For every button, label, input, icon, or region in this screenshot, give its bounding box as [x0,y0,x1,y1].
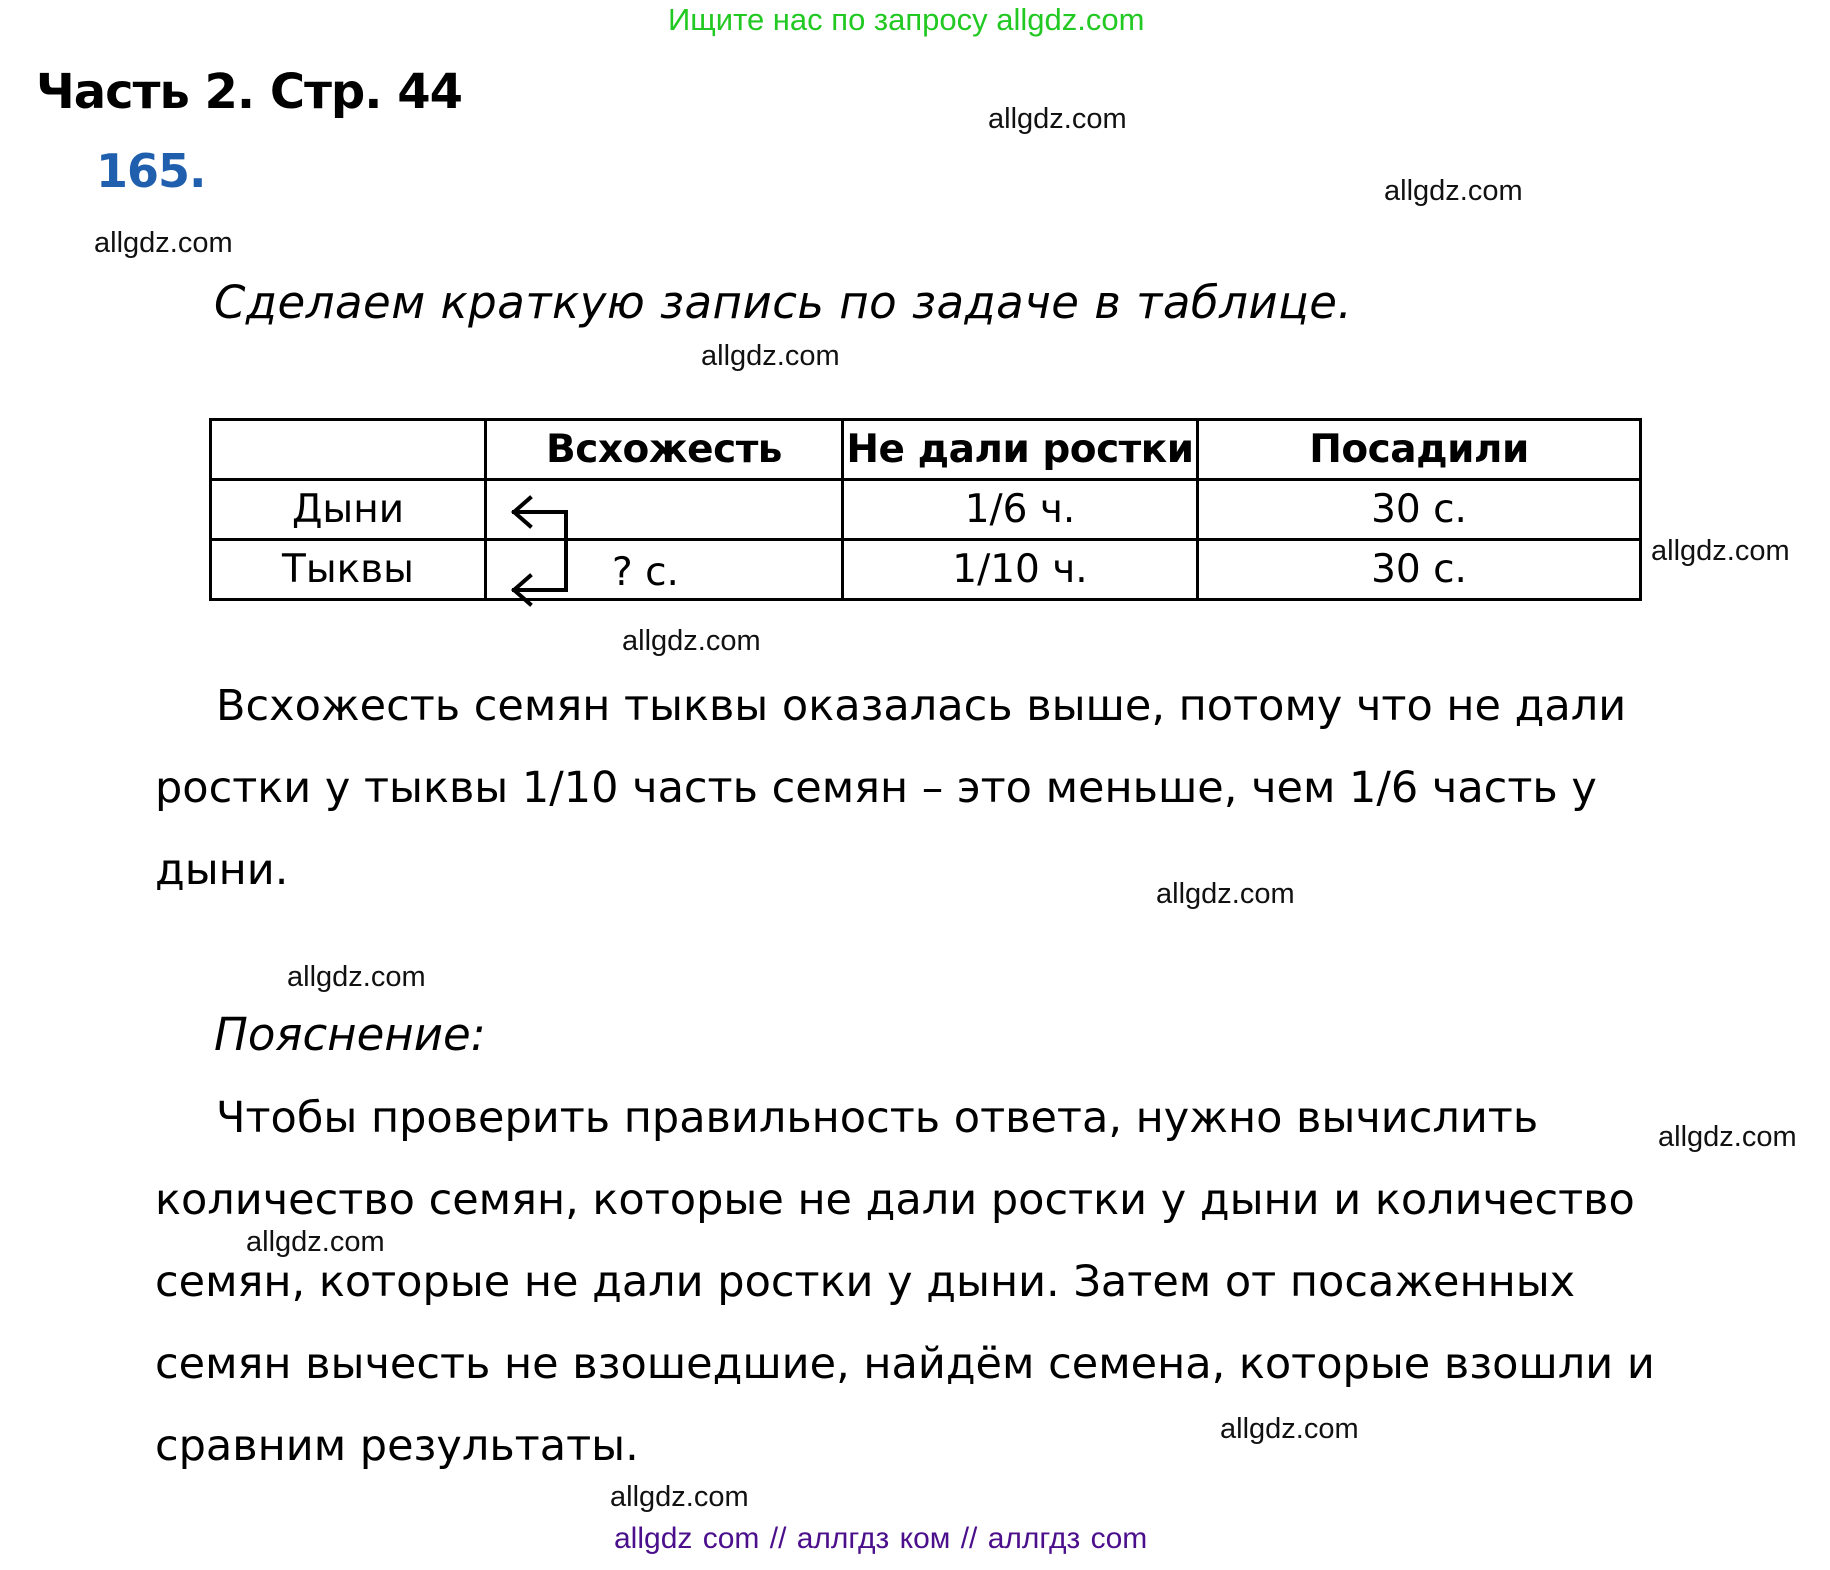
explanation-line: семян, которые не дали ростки у дыни. Затем от посаженных [155,1257,1576,1307]
table-header-row [211,420,1641,480]
summary-table [209,418,1642,601]
bracket-arrow-left-icon [500,492,580,612]
watermark: allgdz.com [988,103,1127,135]
explanation-line: количество семян, которые не дали ростки у дыни и количество [155,1175,1635,1225]
explanation-title: Пояснение: [214,1008,486,1061]
explanation-line: семян вычесть не взошедшие, найдём семена, которые взошли и [155,1339,1655,1389]
not-sprouted-cell: 1/10 ч. [843,540,1198,600]
question-value: ? с. [612,550,679,595]
watermark: allgdz.com [610,1481,749,1513]
answer-line: дыни. [155,845,289,895]
answer-line: Всхожесть семян тыквы оказалась выше, потому что не дали [216,681,1627,731]
task-number: 165. [96,144,206,198]
intro-heading: Сделаем краткую запись по задаче в таблице. [214,276,1353,329]
table-header-cell [211,420,486,480]
watermark: allgdz.com [1651,535,1790,567]
planted-cell: 30 с. [1198,540,1641,600]
watermark: allgdz.com [287,961,426,993]
explanation-paragraph [155,1077,1815,1487]
explanation-line: Чтобы проверить правильность ответа, нужно вычислить [216,1093,1539,1143]
search-banner: Ищите нас по запросу allgdz.com [668,2,1145,37]
watermark: allgdz.com [94,227,233,259]
row-label: Тыквы [211,540,486,600]
table-row [211,480,1641,540]
watermark: allgdz.com [1220,1413,1359,1445]
not-sprouted-cell: 1/6 ч. [843,480,1198,540]
planted-cell: 30 с. [1198,480,1641,540]
table-row [211,540,1641,600]
table-header-cell: Не дали ростки [843,420,1198,480]
watermark: allgdz.com [1384,175,1523,207]
table-header-cell: Посадили [1198,420,1641,480]
table-header-cell: Всхожесть [486,420,843,480]
watermark: allgdz.com [246,1226,385,1258]
page-title: Часть 2. Стр. 44 [36,64,463,120]
watermark: allgdz.com [1658,1121,1797,1153]
row-label: Дыни [211,480,486,540]
watermark: allgdz.com [622,625,761,657]
explanation-line: сравним результаты. [155,1421,639,1471]
bottom-watermark-line: allgdz com // аллгдз ком // аллгдз com [614,1522,1148,1555]
watermark: allgdz.com [1156,878,1295,910]
watermark: allgdz.com [701,340,840,372]
answer-paragraph [155,665,1815,911]
answer-line: ростки у тыквы 1/10 часть семян – это меньше, чем 1/6 часть у [155,763,1597,813]
